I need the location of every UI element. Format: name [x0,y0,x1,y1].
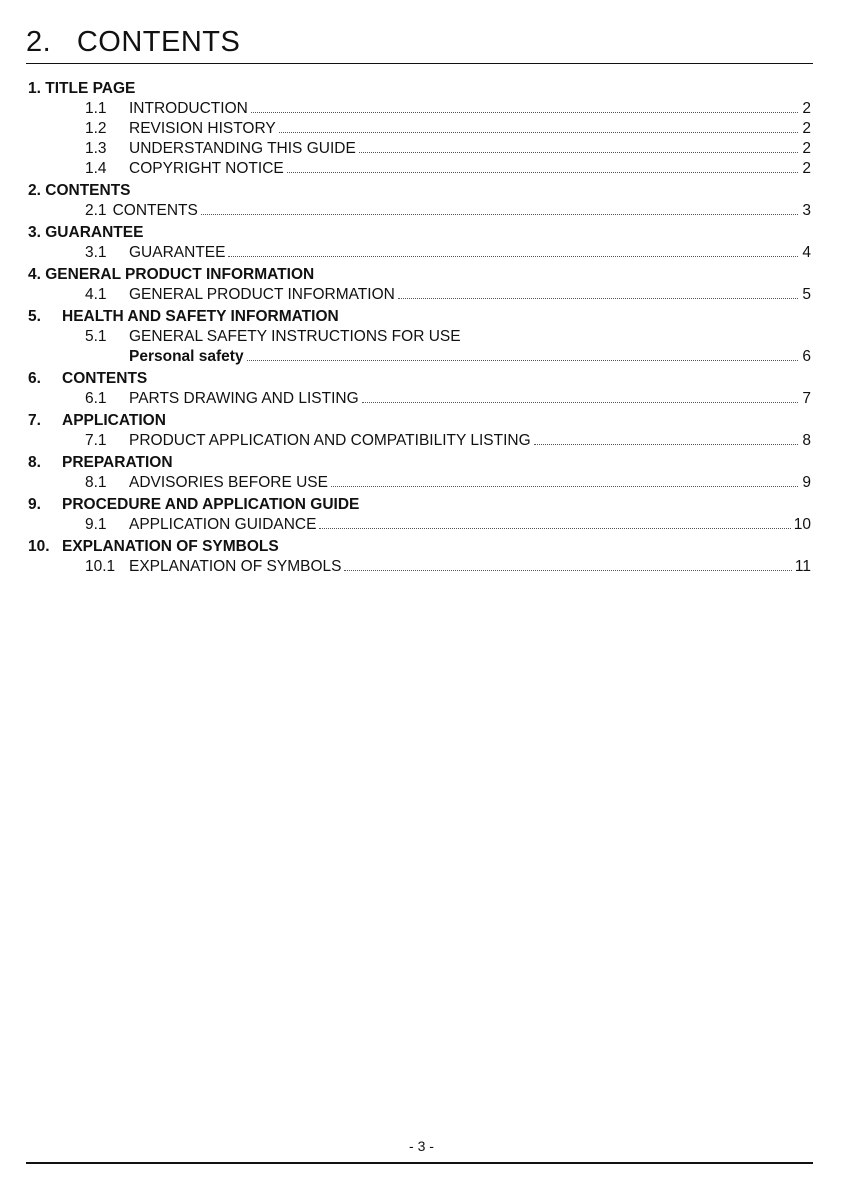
entry-label: UNDERSTANDING THIS GUIDE [129,140,356,157]
section-heading[interactable] [28,453,811,473]
entry-label: GENERAL PRODUCT INFORMATION [129,286,395,303]
dot-leader [319,515,790,529]
entry-page-number: 2 [802,160,811,177]
toc-entry[interactable] [28,159,811,179]
section-number: 1. [28,80,41,97]
toc-section [28,181,811,221]
section-title: CONTENTS [62,370,148,387]
dot-leader [362,389,798,403]
dot-leader [398,285,798,299]
toc-entry[interactable] [28,327,811,347]
section-heading[interactable] [28,181,811,201]
dot-leader [534,431,798,445]
section-title: CONTENTS [45,182,131,199]
toc-entry[interactable] [28,347,811,367]
section-heading[interactable] [28,537,811,557]
entry-page-number: 8 [802,432,811,449]
toc-entry[interactable] [28,431,811,451]
dot-leader [247,347,798,361]
entry-label: GUARANTEE [129,244,226,261]
entry-page-number: 5 [802,286,811,303]
entry-number: 1.3 [85,140,107,157]
entry-label: PRODUCT APPLICATION AND COMPATIBILITY LISTING [129,432,531,449]
entry-number: 10.1 [85,558,116,575]
section-number: 3. [28,224,41,241]
entry-page-number: 11 [794,558,811,575]
entry-label: INTRODUCTION [129,100,248,117]
entry-label: GENERAL SAFETY INSTRUCTIONS FOR USE [129,328,461,345]
section-heading[interactable] [28,223,811,243]
entry-label: REVISION HISTORY [129,120,276,137]
page-number: - 3 - [409,1138,434,1154]
entry-label: Personal safety [129,348,244,365]
entry-label: EXPLANATION OF SYMBOLS [129,558,342,575]
toc-entry[interactable] [28,119,811,139]
entry-label: ADVISORIES BEFORE USE [129,474,328,491]
entry-number: 6.1 [85,390,107,407]
section-title: PROCEDURE AND APPLICATION GUIDE [62,496,360,513]
entry-number: 5.1 [85,328,107,345]
toc-entry[interactable] [28,557,811,577]
entry-number: 1.1 [85,100,107,117]
section-number: 8. [28,454,41,471]
entry-label: APPLICATION GUIDANCE [129,516,317,533]
entry-number: 8.1 [85,474,107,491]
section-title: GENERAL PRODUCT INFORMATION [45,266,315,283]
toc-entry[interactable] [28,515,811,535]
section-heading[interactable] [28,495,811,515]
section-heading[interactable] [28,411,811,431]
section-title: APPLICATION [62,412,166,429]
entry-label: CONTENTS [112,202,198,219]
toc-section [28,79,811,179]
entry-page-number: 3 [802,202,811,219]
toc-section [28,411,811,451]
section-title: HEALTH AND SAFETY INFORMATION [62,308,339,325]
dot-leader [331,473,798,487]
section-number: 2. [28,182,41,199]
section-number: 4. [28,266,41,283]
toc-entry[interactable] [28,243,811,263]
dot-leader [344,557,791,571]
toc-entry[interactable] [28,473,811,493]
entry-page-number: 9 [802,474,811,491]
toc-entry[interactable] [28,139,811,159]
section-title: GUARANTEE [45,224,144,241]
entry-page-number: 2 [802,120,811,137]
dot-leader [228,243,798,257]
section-heading[interactable] [28,369,811,389]
entry-label: PARTS DRAWING AND LISTING [129,390,359,407]
entry-page-number: 6 [802,348,811,365]
entry-number: 3.1 [85,244,107,261]
section-title: PREPARATION [62,454,173,471]
section-heading[interactable] [28,79,811,99]
section-number: 5. [28,308,41,325]
toc-section [28,453,811,493]
entry-number: 1.2 [85,120,107,137]
entry-page-number: 7 [802,390,811,407]
footer-divider [26,1162,813,1164]
toc-section [28,369,811,409]
dot-leader [359,139,798,153]
section-title: TITLE PAGE [45,80,136,97]
entry-number: 2.1 [85,202,107,219]
entry-page-number: 2 [802,100,811,117]
section-number: 6. [28,370,41,387]
entry-page-number: 4 [802,244,811,261]
dot-leader [201,201,798,215]
toc-section [28,265,811,305]
toc-entry[interactable] [28,389,811,409]
entry-number: 1.4 [85,160,107,177]
toc-section [28,537,811,577]
section-number: 9. [28,496,41,513]
dot-leader [287,159,798,173]
toc-section [28,223,811,263]
toc-entry[interactable] [28,201,811,221]
dot-leader [279,119,798,133]
section-heading[interactable] [28,265,811,285]
section-title: EXPLANATION OF SYMBOLS [62,538,279,555]
entry-page-number: 10 [793,516,811,533]
toc-entry[interactable] [28,285,811,305]
page-title: 2. CONTENTS [26,26,241,58]
dot-leader [251,99,798,113]
toc-section [28,307,811,367]
entry-label: COPYRIGHT NOTICE [129,160,284,177]
section-heading[interactable] [28,307,811,327]
entry-number: 7.1 [85,432,107,449]
section-number: 10. [28,538,50,555]
section-number: 7. [28,412,41,429]
heading-divider [26,63,813,64]
table-of-contents [28,79,811,579]
entry-number: 9.1 [85,516,107,533]
toc-section [28,495,811,535]
toc-entry[interactable] [28,99,811,119]
entry-page-number: 2 [802,140,811,157]
entry-number: 4.1 [85,286,107,303]
